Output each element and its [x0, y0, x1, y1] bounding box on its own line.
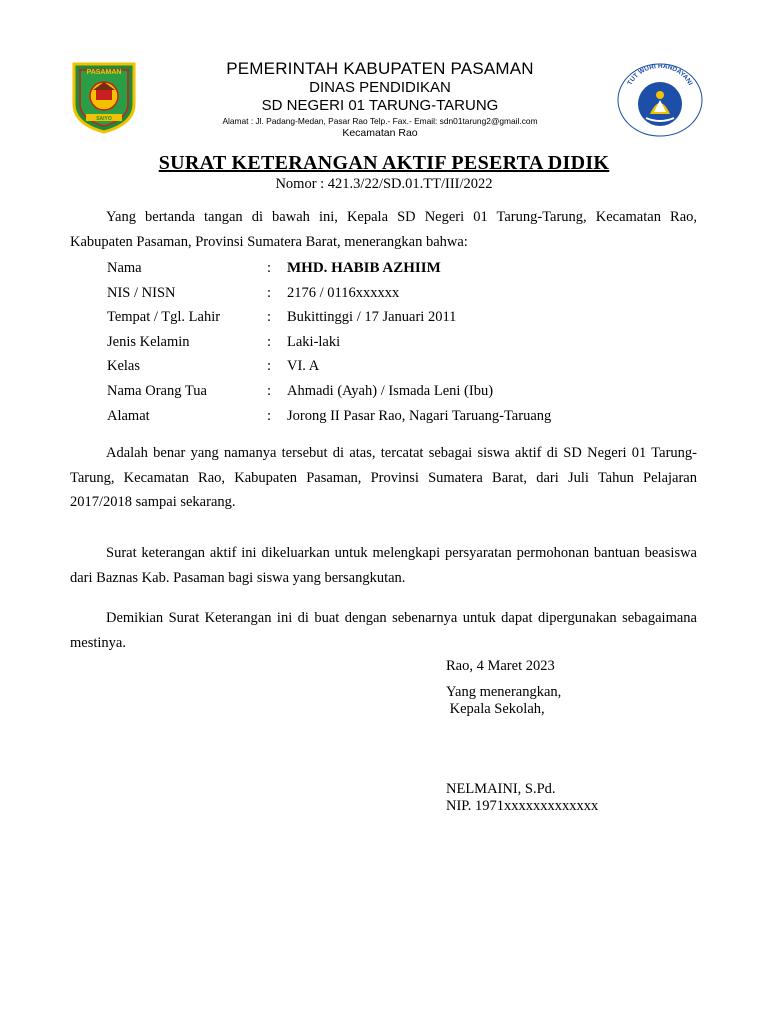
- signature-place-date: Rao, 4 Maret 2023: [446, 658, 555, 674]
- field-value: Jorong II Pasar Rao, Nagari Taruang-Taruang: [287, 407, 552, 424]
- emblem-top-text: PASAMAN: [86, 69, 122, 76]
- letterhead: [150, 58, 610, 140]
- signature-position: Kepala Sekolah,: [446, 701, 545, 717]
- closing-paragraph: [70, 606, 697, 655]
- school-address: Alamat : Jl. Padang-Medan, Pasar Rao Telp.- Fax.- Email: sdn01tarung2@gmail.com: [222, 116, 538, 126]
- field-label: Tempat / Tgl. Lahir: [107, 309, 221, 326]
- intro-paragraph: [70, 205, 697, 254]
- field-value: 2176 / 0116xxxxxx: [287, 284, 400, 301]
- field-separator: :: [267, 382, 272, 399]
- field-value-name: MHD. HABIB AZHIIM: [287, 260, 441, 276]
- field-separator: :: [267, 284, 272, 301]
- field-label: Kelas: [107, 358, 141, 375]
- statement-text: Adalah benar yang namanya tersebut di atas, tercatat sebagai siswa aktif di SD Negeri 01 Tarung-Tarung, Kecamatan Rao, Kabupaten Pasaman, Provinsi Sumatera Barat, dari Juli Tahun Pelajaran 2017/2018 sampai sekarang.: [70, 445, 697, 510]
- signature-role: Yang menerangkan,: [446, 684, 562, 700]
- field-separator: :: [267, 309, 272, 326]
- field-separator: :: [267, 333, 272, 350]
- purpose-paragraph: [70, 541, 697, 590]
- field-label: NIS / NISN: [107, 284, 176, 301]
- statement-paragraph: [70, 441, 697, 515]
- tut-wuri-handayani-logo-icon: [616, 62, 704, 138]
- field-separator: :: [267, 260, 272, 276]
- emblem-bottom-text: SAIYO: [96, 116, 112, 122]
- field-value: Ahmadi (Ayah) / Ismada Leni (Ibu): [287, 382, 494, 399]
- closing-text: Demikian Surat Keterangan ini di buat dengan sebenarnya untuk dapat dipergunakan sebagaimana mestinya.: [70, 610, 697, 651]
- field-separator: :: [267, 358, 272, 375]
- school-name: SD NEGERI 01 TARUNG-TARUNG: [261, 97, 499, 114]
- document-title: SURAT KETERANGAN AKTIF PESERTA DIDIK: [158, 152, 610, 174]
- agency-name: DINAS PENDIDIKAN: [309, 79, 451, 96]
- field-label: Alamat: [107, 407, 150, 424]
- school-district: Kecamatan Rao: [342, 127, 418, 139]
- signatory-nip: NIP. 1971xxxxxxxxxxxxx: [446, 798, 599, 814]
- document-number: Nomor : 421.3/22/SD.01.TT/III/2022: [275, 176, 493, 192]
- purpose-text: Surat keterangan aktif ini dikeluarkan untuk melengkapi persyaratan permohonan bantuan beasiswa dari Baznas Kab. Pasaman bagi siswa yang bersangkutan.: [70, 545, 697, 586]
- field-value: Laki-laki: [287, 333, 341, 350]
- signatory-name: NELMAINI, S.Pd.: [446, 781, 556, 797]
- field-label: Jenis Kelamin: [107, 333, 190, 350]
- field-value: VI. A: [287, 358, 320, 375]
- government-name: PEMERINTAH KABUPATEN PASAMAN: [226, 59, 534, 78]
- field-value: Bukittinggi / 17 Januari 2011: [287, 309, 457, 326]
- intro-text: Yang bertanda tangan di bawah ini, Kepala SD Negeri 01 Tarung-Tarung, Kecamatan Rao, Kabupaten Pasaman, Provinsi Sumatera Barat, menerangkan bahwa:: [70, 209, 697, 250]
- field-label: Nama: [107, 260, 142, 276]
- pasaman-emblem-icon: [66, 60, 142, 134]
- logo-motto-text: TUT WURI HANDAYANI: [626, 62, 694, 87]
- field-separator: :: [267, 407, 272, 424]
- field-label: Nama Orang Tua: [107, 382, 207, 399]
